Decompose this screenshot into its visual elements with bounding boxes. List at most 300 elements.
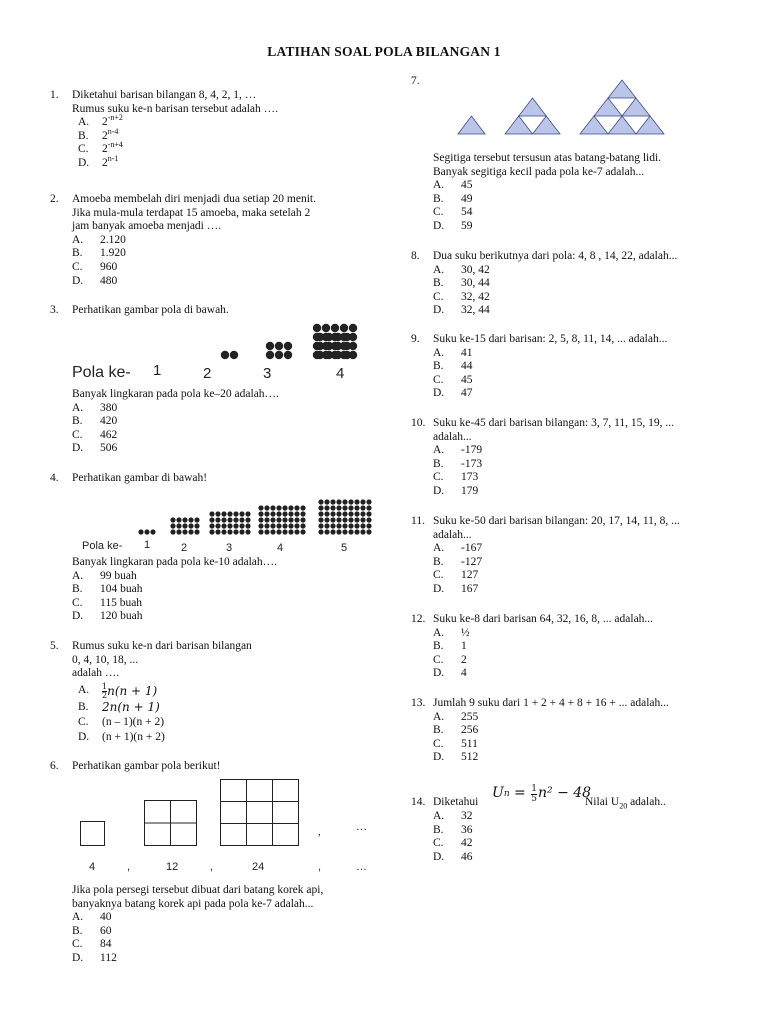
pattern-dot: [182, 523, 187, 528]
option-letter: A.: [72, 233, 84, 246]
option-base: 2: [102, 143, 108, 156]
option-a[interactable]: A. $\frac{1}{2}$ n(n + 1): [78, 681, 158, 700]
question-text: Diketahui: [433, 796, 479, 808]
pattern-dot: [360, 529, 365, 534]
pattern-dot: [282, 511, 287, 516]
pattern-dot: [215, 523, 220, 528]
option-c[interactable]: [72, 261, 380, 275]
pattern-number: 4: [277, 542, 284, 554]
pattern-4-circles: [313, 324, 357, 359]
option-letter: D.: [433, 387, 445, 400]
option-c[interactable]: [72, 429, 402, 443]
option-letter: D.: [72, 951, 84, 964]
option-letter: C.: [433, 837, 444, 850]
option-text: 59: [461, 219, 473, 232]
option-c[interactable]: [72, 938, 402, 952]
option-text: 41: [461, 346, 473, 359]
option-text: 256: [461, 724, 479, 737]
question-6-body: [72, 884, 402, 966]
pattern-number: 1: [144, 539, 151, 551]
option-text: 511: [461, 737, 478, 750]
question-1: [50, 89, 380, 171]
question-7: [433, 152, 733, 234]
pattern-dot: [336, 529, 341, 534]
question-text: Dua suku berikutnya dari pola: 4, 8 , 14, 22, adalah...: [433, 250, 678, 262]
question-text: adalah ….: [72, 667, 120, 680]
option-text: n(n + 1): [107, 683, 158, 698]
option-a[interactable]: [433, 542, 731, 556]
option-b[interactable]: [433, 824, 733, 838]
pattern-dot: [270, 505, 275, 510]
sequence-comma: ,: [318, 861, 322, 873]
option-b[interactable]: [433, 556, 731, 570]
pattern-dot: [239, 511, 244, 516]
pattern-dot: [318, 499, 323, 504]
option-letter: C.: [72, 938, 83, 951]
question-number: 10.: [411, 417, 426, 429]
pattern-dot: [348, 499, 353, 504]
option-text: 255: [461, 710, 479, 723]
pattern-dot: [239, 523, 244, 528]
option-d[interactable]: [433, 220, 733, 234]
question-number: 13.: [411, 697, 426, 709]
question-text: Suku ke-50 dari barisan bilangan: 20, 17, 14, 11, 8, ...: [433, 515, 680, 527]
question-number: 6.: [50, 760, 59, 772]
option-text: 462: [100, 428, 118, 441]
pattern-dot: [342, 511, 347, 516]
pattern-dot: [366, 511, 371, 516]
pattern-dot: [233, 529, 238, 534]
sequence-ellipsis: …: [356, 861, 367, 873]
pattern-dot: [322, 333, 330, 341]
pattern-dot: [336, 517, 341, 522]
option-text: 99 buah: [100, 569, 137, 582]
option-d[interactable]: [72, 610, 402, 624]
circle-pattern-figure-4: [72, 494, 372, 540]
pattern-dot: [276, 529, 281, 534]
option-a[interactable]: [72, 234, 380, 248]
pattern-dot: [313, 324, 321, 332]
option-b[interactable]: [433, 360, 731, 374]
option-base: 2: [102, 129, 108, 142]
option-letter: D.: [433, 219, 445, 232]
pattern-dot: [318, 523, 323, 528]
option-text: 30, 42: [461, 263, 490, 276]
question-3-body: [72, 388, 402, 456]
pattern-dot: [330, 517, 335, 522]
option-c[interactable]: [72, 597, 402, 611]
pattern-number: 4: [336, 365, 345, 382]
option-text: 36: [461, 823, 473, 836]
question-4: [50, 472, 380, 486]
option-d[interactable]: [72, 442, 402, 456]
option-letter: B.: [78, 700, 89, 713]
option-text: 32, 42: [461, 290, 490, 303]
question-text: Nilai U: [585, 796, 620, 808]
option-b[interactable]: [433, 640, 731, 654]
square-pattern-1: [81, 822, 105, 846]
pattern-label: Pola ke-: [82, 540, 123, 552]
option-text: 30, 44: [461, 277, 490, 290]
pattern-dot: [288, 517, 293, 522]
pattern-dot: [276, 511, 281, 516]
pattern-dot: [322, 342, 330, 350]
pattern-dot: [342, 517, 347, 522]
option-a[interactable]: [433, 711, 731, 725]
pattern-circles: [138, 499, 371, 534]
option-a[interactable]: [433, 627, 731, 641]
option-d[interactable]: [433, 304, 731, 318]
question-text-end: [585, 796, 666, 810]
pattern-dot: [209, 517, 214, 522]
pattern-dot: [342, 523, 347, 528]
formula-fraction: $\frac{1}{5}$: [531, 783, 537, 804]
option-base: 2: [102, 156, 108, 169]
pattern-dot: [270, 529, 275, 534]
sequence-value: 12: [166, 861, 179, 873]
option-d[interactable]: [72, 952, 402, 966]
pattern-dot: [294, 517, 299, 522]
option-text: 54: [461, 206, 473, 219]
option-text: 60: [100, 924, 112, 937]
option-a[interactable]: [78, 113, 380, 130]
option-text: -179: [461, 444, 483, 457]
option-c[interactable]: [433, 654, 731, 668]
question-number: 5.: [50, 640, 59, 652]
option-letter: D.: [78, 731, 90, 744]
pattern-dot: [318, 511, 323, 516]
pattern-dot: [342, 529, 347, 534]
option-d[interactable]: [433, 387, 731, 401]
question-subscript: 20: [619, 801, 628, 811]
option-text: 1: [461, 640, 467, 653]
option-a[interactable]: [433, 444, 731, 458]
option-text: 32: [461, 810, 473, 822]
option-letter: C.: [78, 716, 89, 729]
question-text: adalah...: [433, 528, 472, 541]
formula: U n = $\frac{1}{5}$ n² − 48: [492, 783, 592, 804]
pattern-dot: [209, 529, 214, 534]
pattern-dot: [258, 523, 263, 528]
pattern-dot: [318, 517, 323, 522]
pattern-dot: [324, 517, 329, 522]
option-a[interactable]: [433, 347, 731, 361]
option-letter: C.: [433, 653, 444, 666]
option-c[interactable]: [433, 374, 731, 388]
pattern-number: 2: [203, 365, 212, 382]
question-text: adalah...: [433, 430, 472, 443]
option-b[interactable]: [72, 247, 380, 261]
pattern-dot: [330, 499, 335, 504]
pattern-dot: [288, 511, 293, 516]
pattern-dot: [294, 511, 299, 516]
option-letter: D.: [433, 582, 445, 595]
option-d[interactable]: [72, 275, 380, 289]
option-a[interactable]: [433, 810, 733, 824]
question-8: [411, 250, 731, 318]
pattern-number: 2: [181, 542, 188, 554]
sequence-ellipsis: …: [356, 821, 367, 833]
option-letter: A.: [72, 401, 84, 414]
question-2: [50, 193, 380, 288]
pattern-dot: [340, 342, 348, 350]
option-b[interactable]: [78, 126, 380, 144]
pattern-dot: [366, 499, 371, 504]
option-letter: A.: [78, 684, 90, 697]
option-c[interactable]: [433, 291, 731, 305]
pattern-dot: [270, 517, 275, 522]
pattern-dot: [188, 517, 193, 522]
pattern-dot: [354, 523, 359, 528]
option-text: 512: [461, 751, 479, 764]
option-text: 2.120: [100, 233, 126, 246]
question-text: Jika pola persegi tersebut dibuat dari batang korek api,: [72, 884, 324, 896]
option-letter: A.: [433, 263, 445, 276]
option-d[interactable]: [78, 154, 380, 171]
option-b[interactable]: [72, 925, 402, 939]
pattern-dot: [270, 523, 275, 528]
question-9: [411, 333, 731, 401]
pattern-dot: [354, 511, 359, 516]
page-title: LATIHAN SOAL POLA BILANGAN 1: [267, 44, 501, 59]
option-d[interactable]: [78, 731, 380, 746]
pattern-dot: [366, 517, 371, 522]
option-text: 420: [100, 415, 118, 428]
square-pattern-figure: [78, 778, 308, 848]
pattern-dot: [209, 523, 214, 528]
option-letter: B.: [433, 192, 444, 205]
pattern-dot: [300, 529, 305, 534]
question-number: 9.: [411, 333, 420, 345]
pattern-dot: [258, 505, 263, 510]
option-text: 46: [461, 850, 473, 863]
option-b[interactable]: [433, 458, 731, 472]
pattern-2-circles: [266, 342, 292, 359]
option-letter: C.: [433, 373, 444, 386]
pattern-dot: [209, 511, 214, 516]
pattern-dot: [313, 333, 321, 341]
pattern-dot: [282, 523, 287, 528]
pattern-dot: [318, 505, 323, 510]
formula-rest: n² − 48: [537, 785, 592, 802]
pattern-number: 3: [263, 365, 272, 382]
pattern-dot: [349, 342, 357, 350]
option-c[interactable]: [433, 837, 733, 851]
option-base: 2: [102, 116, 108, 129]
triangle-pattern-2: [505, 98, 560, 134]
option-letter: D.: [433, 667, 445, 680]
pattern-dot: [170, 517, 175, 522]
question-text: Suku ke-15 dari barisan: 2, 5, 8, 11, 14, ... adalah...: [433, 333, 668, 345]
option-a[interactable]: [433, 264, 731, 278]
option-text: 32, 44: [461, 304, 490, 317]
question-text: Banyak segitiga kecil pada pola ke-7 adalah...: [433, 165, 645, 178]
option-letter: B.: [433, 457, 444, 470]
pattern-dot: [176, 517, 181, 522]
pattern-dot: [360, 511, 365, 516]
pattern-dot: [282, 505, 287, 510]
option-b[interactable]: [78, 700, 380, 716]
option-a[interactable]: [72, 911, 402, 925]
option-letter: B.: [72, 583, 83, 596]
question-12: [411, 613, 731, 681]
option-letter: A.: [72, 911, 84, 924]
question-text: Rumus suku ke-n dari barisan bilangan: [72, 640, 252, 652]
pattern-dot: [342, 499, 347, 504]
pattern-dot: [221, 517, 226, 522]
pattern-dot: [264, 517, 269, 522]
option-letter: A.: [78, 116, 90, 129]
pattern-dot: [313, 351, 321, 359]
pattern-dot: [245, 511, 250, 516]
option-c[interactable]: [433, 569, 731, 583]
pattern-dot: [227, 511, 232, 516]
pattern-dot: [258, 529, 263, 534]
question-number: 8.: [411, 250, 420, 262]
option-letter: B.: [433, 360, 444, 373]
option-d[interactable]: [433, 851, 733, 865]
pattern-dot: [294, 505, 299, 510]
pattern-dot: [324, 529, 329, 534]
pattern-dot: [340, 333, 348, 341]
pattern-dot: [300, 511, 305, 516]
question-3: [50, 304, 380, 318]
option-d[interactable]: [433, 751, 731, 765]
pattern-dot: [354, 499, 359, 504]
pattern-dot: [324, 523, 329, 528]
pattern-dot: [245, 529, 250, 534]
question-5: [50, 640, 380, 746]
option-b[interactable]: [433, 193, 733, 207]
pattern-dot: [170, 529, 175, 534]
option-text: 115 buah: [100, 596, 143, 609]
option-b[interactable]: [72, 583, 402, 597]
pattern-dot: [176, 529, 181, 534]
option-text: 84: [100, 938, 112, 951]
pattern-dot: [227, 523, 232, 528]
pattern-dot: [348, 511, 353, 516]
pattern-dot: [354, 517, 359, 522]
option-b[interactable]: [72, 415, 402, 429]
pattern-dot: [354, 529, 359, 534]
pattern-dot: [331, 333, 339, 341]
pattern-dot: [188, 523, 193, 528]
pattern-dot: [348, 529, 353, 534]
option-letter: A.: [433, 444, 445, 457]
option-letter: A.: [433, 346, 445, 359]
pattern-dot: [336, 505, 341, 510]
pattern-dot: [318, 529, 323, 534]
option-text: 45: [461, 179, 473, 192]
sequence-comma: ,: [127, 861, 131, 873]
pattern-dot: [300, 523, 305, 528]
option-text: 2n(n + 1): [102, 699, 160, 714]
option-letter: C.: [72, 596, 83, 609]
pattern-dot: [331, 351, 339, 359]
option-d[interactable]: [433, 485, 731, 499]
pattern-dot: [294, 523, 299, 528]
question-text: Jumlah 9 suku dari 1 + 2 + 4 + 8 + 16 + ... adalah...: [433, 697, 669, 709]
pattern-dot: [221, 529, 226, 534]
pattern-dot: [188, 529, 193, 534]
question-6: [50, 760, 380, 774]
option-letter: D.: [433, 304, 445, 317]
question-number: 2.: [50, 193, 59, 205]
pattern-dot: [264, 505, 269, 510]
option-text: 127: [461, 569, 479, 582]
option-c[interactable]: [433, 738, 731, 752]
option-letter: B.: [433, 555, 444, 568]
question-number: 3.: [50, 304, 59, 316]
option-text: 480: [100, 274, 118, 287]
option-text: 173: [461, 471, 479, 484]
question-number: 14.: [411, 796, 426, 808]
option-letter: C.: [433, 737, 444, 750]
option-b[interactable]: [433, 277, 731, 291]
pattern-dot: [340, 324, 348, 332]
question-11: [411, 515, 731, 597]
pattern-dot: [276, 517, 281, 522]
question-number: 7.: [411, 75, 420, 87]
pattern-dot: [227, 529, 232, 534]
pattern-dot: [264, 511, 269, 516]
pattern-dot: [366, 529, 371, 534]
triangle-pattern-3: [580, 80, 664, 134]
question-text: Jika mula-mula terdapat 15 amoeba, maka setelah 2: [72, 206, 311, 219]
question-number: 12.: [411, 613, 426, 625]
pattern-dot: [324, 511, 329, 516]
sequence-comma: ,: [210, 861, 214, 873]
option-letter: D.: [72, 610, 84, 623]
pattern-dot: [360, 499, 365, 504]
pattern-dot: [324, 499, 329, 504]
option-text: 1.920: [100, 247, 126, 260]
pattern-dot: [215, 517, 220, 522]
option-a[interactable]: [72, 402, 402, 416]
pattern-number: 3: [226, 542, 233, 554]
option-c[interactable]: [433, 206, 733, 220]
pattern-dot: [282, 517, 287, 522]
square-pattern-2: [145, 801, 197, 846]
pattern-dot: [348, 523, 353, 528]
option-d[interactable]: [433, 583, 731, 597]
pattern-dot: [194, 517, 199, 522]
question-text: Amoeba membelah diri menjadi dua setiap 20 menit.: [72, 193, 316, 205]
question-10: [411, 417, 731, 499]
option-d[interactable]: [433, 667, 731, 681]
pattern-dot: [349, 324, 357, 332]
option-a[interactable]: [433, 179, 733, 193]
option-c[interactable]: [78, 140, 380, 157]
pattern-dot: [239, 529, 244, 534]
pattern-dot: [138, 529, 143, 534]
option-b[interactable]: [433, 724, 731, 738]
pattern-dot: [144, 529, 149, 534]
option-a[interactable]: [72, 570, 402, 584]
option-c[interactable]: [78, 716, 380, 731]
question-text: 0, 4, 10, 18, ...: [72, 653, 139, 666]
option-text: 179: [461, 484, 479, 497]
question-14-options: [433, 810, 733, 864]
formula-equals: =: [509, 785, 531, 802]
option-letter: D.: [78, 156, 90, 169]
question-13: [411, 697, 731, 765]
pattern-dot: [258, 517, 263, 522]
question-text: Perhatikan gambar pola di bawah.: [72, 304, 229, 316]
question-number: 1.: [50, 89, 59, 101]
option-c[interactable]: [433, 471, 731, 485]
pattern-dot: [239, 517, 244, 522]
